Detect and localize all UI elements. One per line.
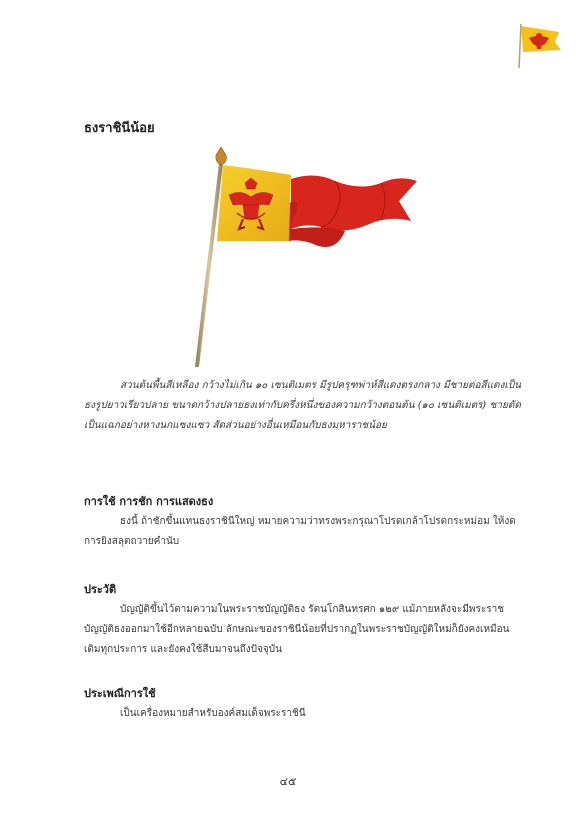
flag-description: สวนต้นพื้นสีเหลือง กว้างไม่เกิน ๑๐ เซนติเมตร มีรูปครุฑพ่าห์สีแดงตรงกลาง มีชายต่อสีแดงเป็นธงรูปยาวเรียวปลาย ขนาดกว้างปลายธงเท่ากับครึ่งหนึ่งของความกว้างตอนต้น (๑๐ เซนติเมตร) ชายตัดเป็นแฉกอย่างหางนกแซงแซว สัดส่วนอย่างอื่นเหมือนกับธงมหาราชน้อย: [84, 380, 522, 431]
page-title: ธงราชินีน้อย: [84, 121, 155, 136]
section-heading-history: ประวัติ: [84, 583, 117, 596]
section-heading-tradition: ประเพณีการใช้: [84, 687, 156, 700]
queen-small-flag-illustration: [185, 145, 420, 370]
section-text-tradition: เป็นเครื่องหมายสำหรับองค์สมเด็จพระราชินี: [120, 708, 306, 719]
corner-flag-icon: [515, 18, 563, 70]
section-text-usage: ธงนี้ ถ้าชักขึ้นแทนธงราชินีใหญ่ หมายความว่าทรงพระกรุณาโปรดเกล้าโปรดกระหม่อม ให้งดการยิงสลุตถวายคำนับ: [84, 516, 516, 547]
page-number: ๔๕: [279, 775, 297, 788]
section-text-history: บัญญัติขึ้นไว้ตามความในพระราชบัญญัติธง รัตนโกสินทรศก ๑๒๙ แม้ภายหลังจะมีพระราชบัญญัติธงออกมาใช้อีกหลายฉบับ ลักษณะของราชินีน้อยที่ปรากฏในพระราชบัญญัติใหม่ก็ยังคงเหมือนเดิมทุกประการ และยังคงใช้สืบมาจนถึงปัจจุบัน: [84, 604, 510, 655]
section-heading-usage: การใช้ การชัก การแสดงธง: [84, 495, 214, 508]
